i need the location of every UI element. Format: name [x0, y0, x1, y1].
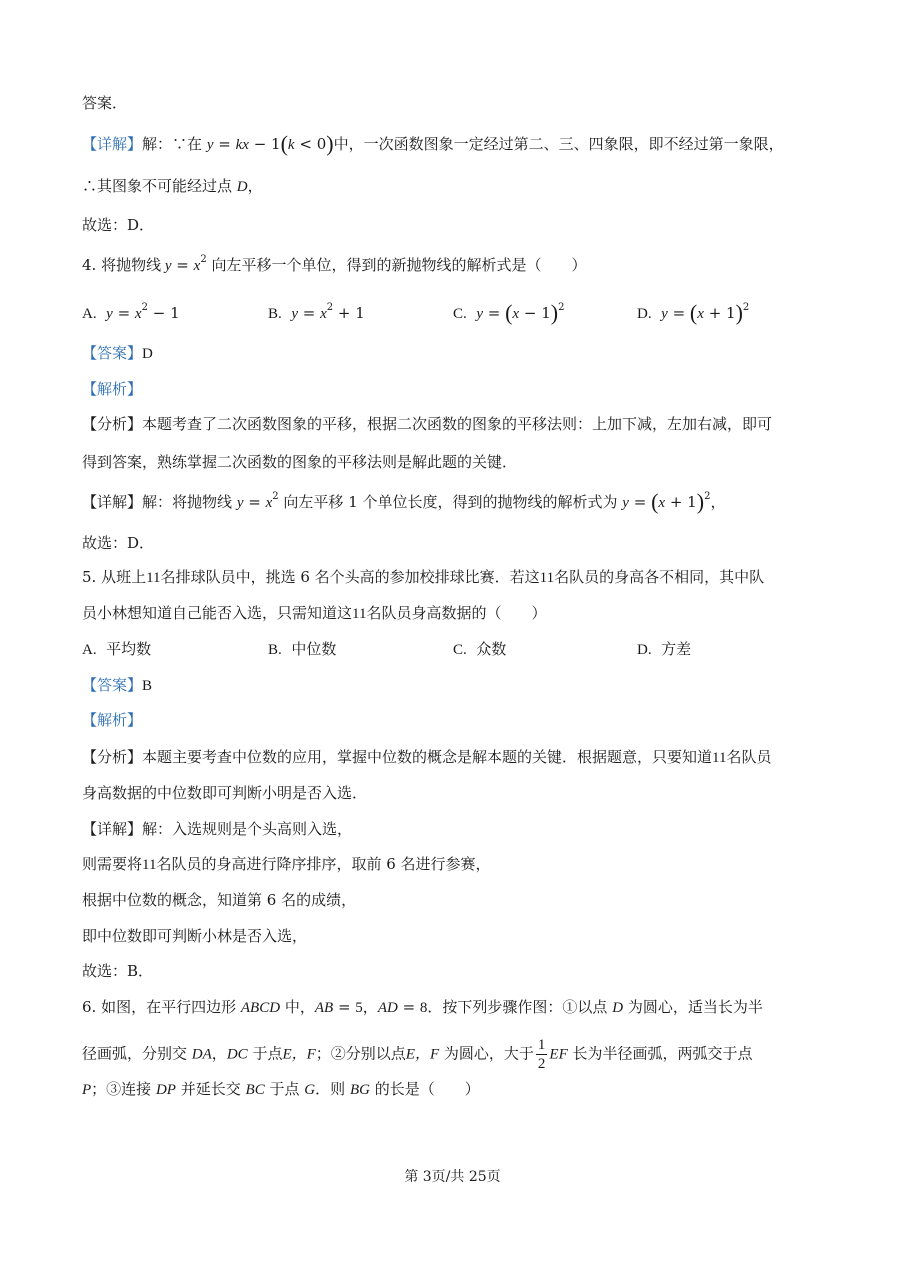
q4-answer: 【答案】D	[82, 344, 153, 362]
q5-analysis-tag: 【解析】	[82, 711, 143, 729]
q5-detail-4: 即中位数即可判断小林是否入选，	[82, 927, 308, 945]
q4-option-c: C. $y = (x - 1)^2$	[453, 300, 565, 325]
q5-option-c: C. 众数	[453, 640, 507, 658]
detail-tag: 【详解】	[82, 135, 143, 153]
q3-conclusion: ∴其图象不可能经过点 D，	[82, 177, 263, 195]
q5-fenxi-1: 【分析】本题主要考查中位数的应用，掌握中位数的概念是解本题的关键．根据题意，只要知道11名队员	[82, 748, 772, 766]
q4-analysis-tag: 【解析】	[82, 380, 143, 398]
q3-detail-line: 【详解】解：∵在 y = kx − 1(k < 0)中，一次函数图象一定经过第二、三、四象限，即不经过第一象限，	[82, 131, 784, 156]
q5-fenxi-2: 身高数据的中位数即可判断小明是否入选．	[82, 784, 368, 802]
fraction-one-half: $\frac{1}{2}$	[537, 1037, 546, 1072]
q4-option-b: B. $y = x^2 + 1$	[268, 302, 365, 322]
q5-option-d: D. 方差	[637, 640, 692, 658]
q5-detail-3: 根据中位数的概念，知道第 6 名的成绩，	[82, 891, 357, 909]
q5-choice: 故选：B．	[82, 962, 154, 980]
q4-detail: 【详解】解：将抛物线 $y = x^2$ 向左平移 1 个单位长度，得到的抛物线的解析式为 $y = (x + 1)^2$，	[82, 489, 726, 514]
q6-stem-2: 径画弧，分别交 DA，DC 于点E，F；②分别以点E，F 为圆心，大于 $\frac{1}{2}$ EF 长为半径画弧，两弧交于点	[82, 1037, 753, 1072]
q6-stem-1: 6. 如图，在平行四边形 ABCD 中，AB = 5，AD = 8．按下列步骤作图：①以点 D 为圆心，适当长为半	[82, 998, 763, 1016]
q4-fenxi-2: 得到答案，熟练掌握二次函数的图象的平移法则是解此题的关键．	[82, 453, 518, 471]
q5-stem-1: 5. 从班上11名排球队员中，挑选 6 名个头高的参加校排球比赛．若这11名队员的身高各不相同，其中队	[82, 568, 765, 586]
q4-choice: 故选：D．	[82, 534, 155, 552]
q3-choice: 故选：D．	[82, 216, 155, 234]
q5-option-a: A. 平均数	[82, 640, 152, 658]
page-footer: 第 3页/共 25页	[404, 1169, 501, 1185]
q5-stem-2: 员小林想知道自己能否入选，只需知道这11名队员身高数据的（ ）	[82, 604, 547, 622]
q5-detail-1: 【详解】解：入选规则是个头高则入选，	[82, 820, 353, 838]
q5-answer: 【答案】B	[82, 676, 153, 694]
q6-stem-3: P；③连接 DP 并延长交 BC 于点 G．则 BG 的长是（ ）	[82, 1080, 480, 1098]
q4-fenxi-1: 【分析】本题考查了二次函数图象的平移，根据二次函数的图象的平移法则：上加下减，左加右减，即可	[82, 415, 773, 433]
answer-fragment: 答案．	[82, 94, 128, 112]
q5-detail-2: 则需要将11名队员的身高进行降序排序，取前 6 名进行参赛，	[82, 855, 491, 873]
q4-option-a: A. $y = x^2 - 1$	[82, 302, 180, 322]
q5-option-b: B. 中位数	[268, 640, 337, 658]
q4-option-d: D. $y = (x + 1)^2$	[637, 300, 750, 325]
q4-stem: 4. 将抛物线 $y = x^2$ 向左平移一个单位，得到的新抛物线的解析式是（ ）	[82, 254, 587, 274]
